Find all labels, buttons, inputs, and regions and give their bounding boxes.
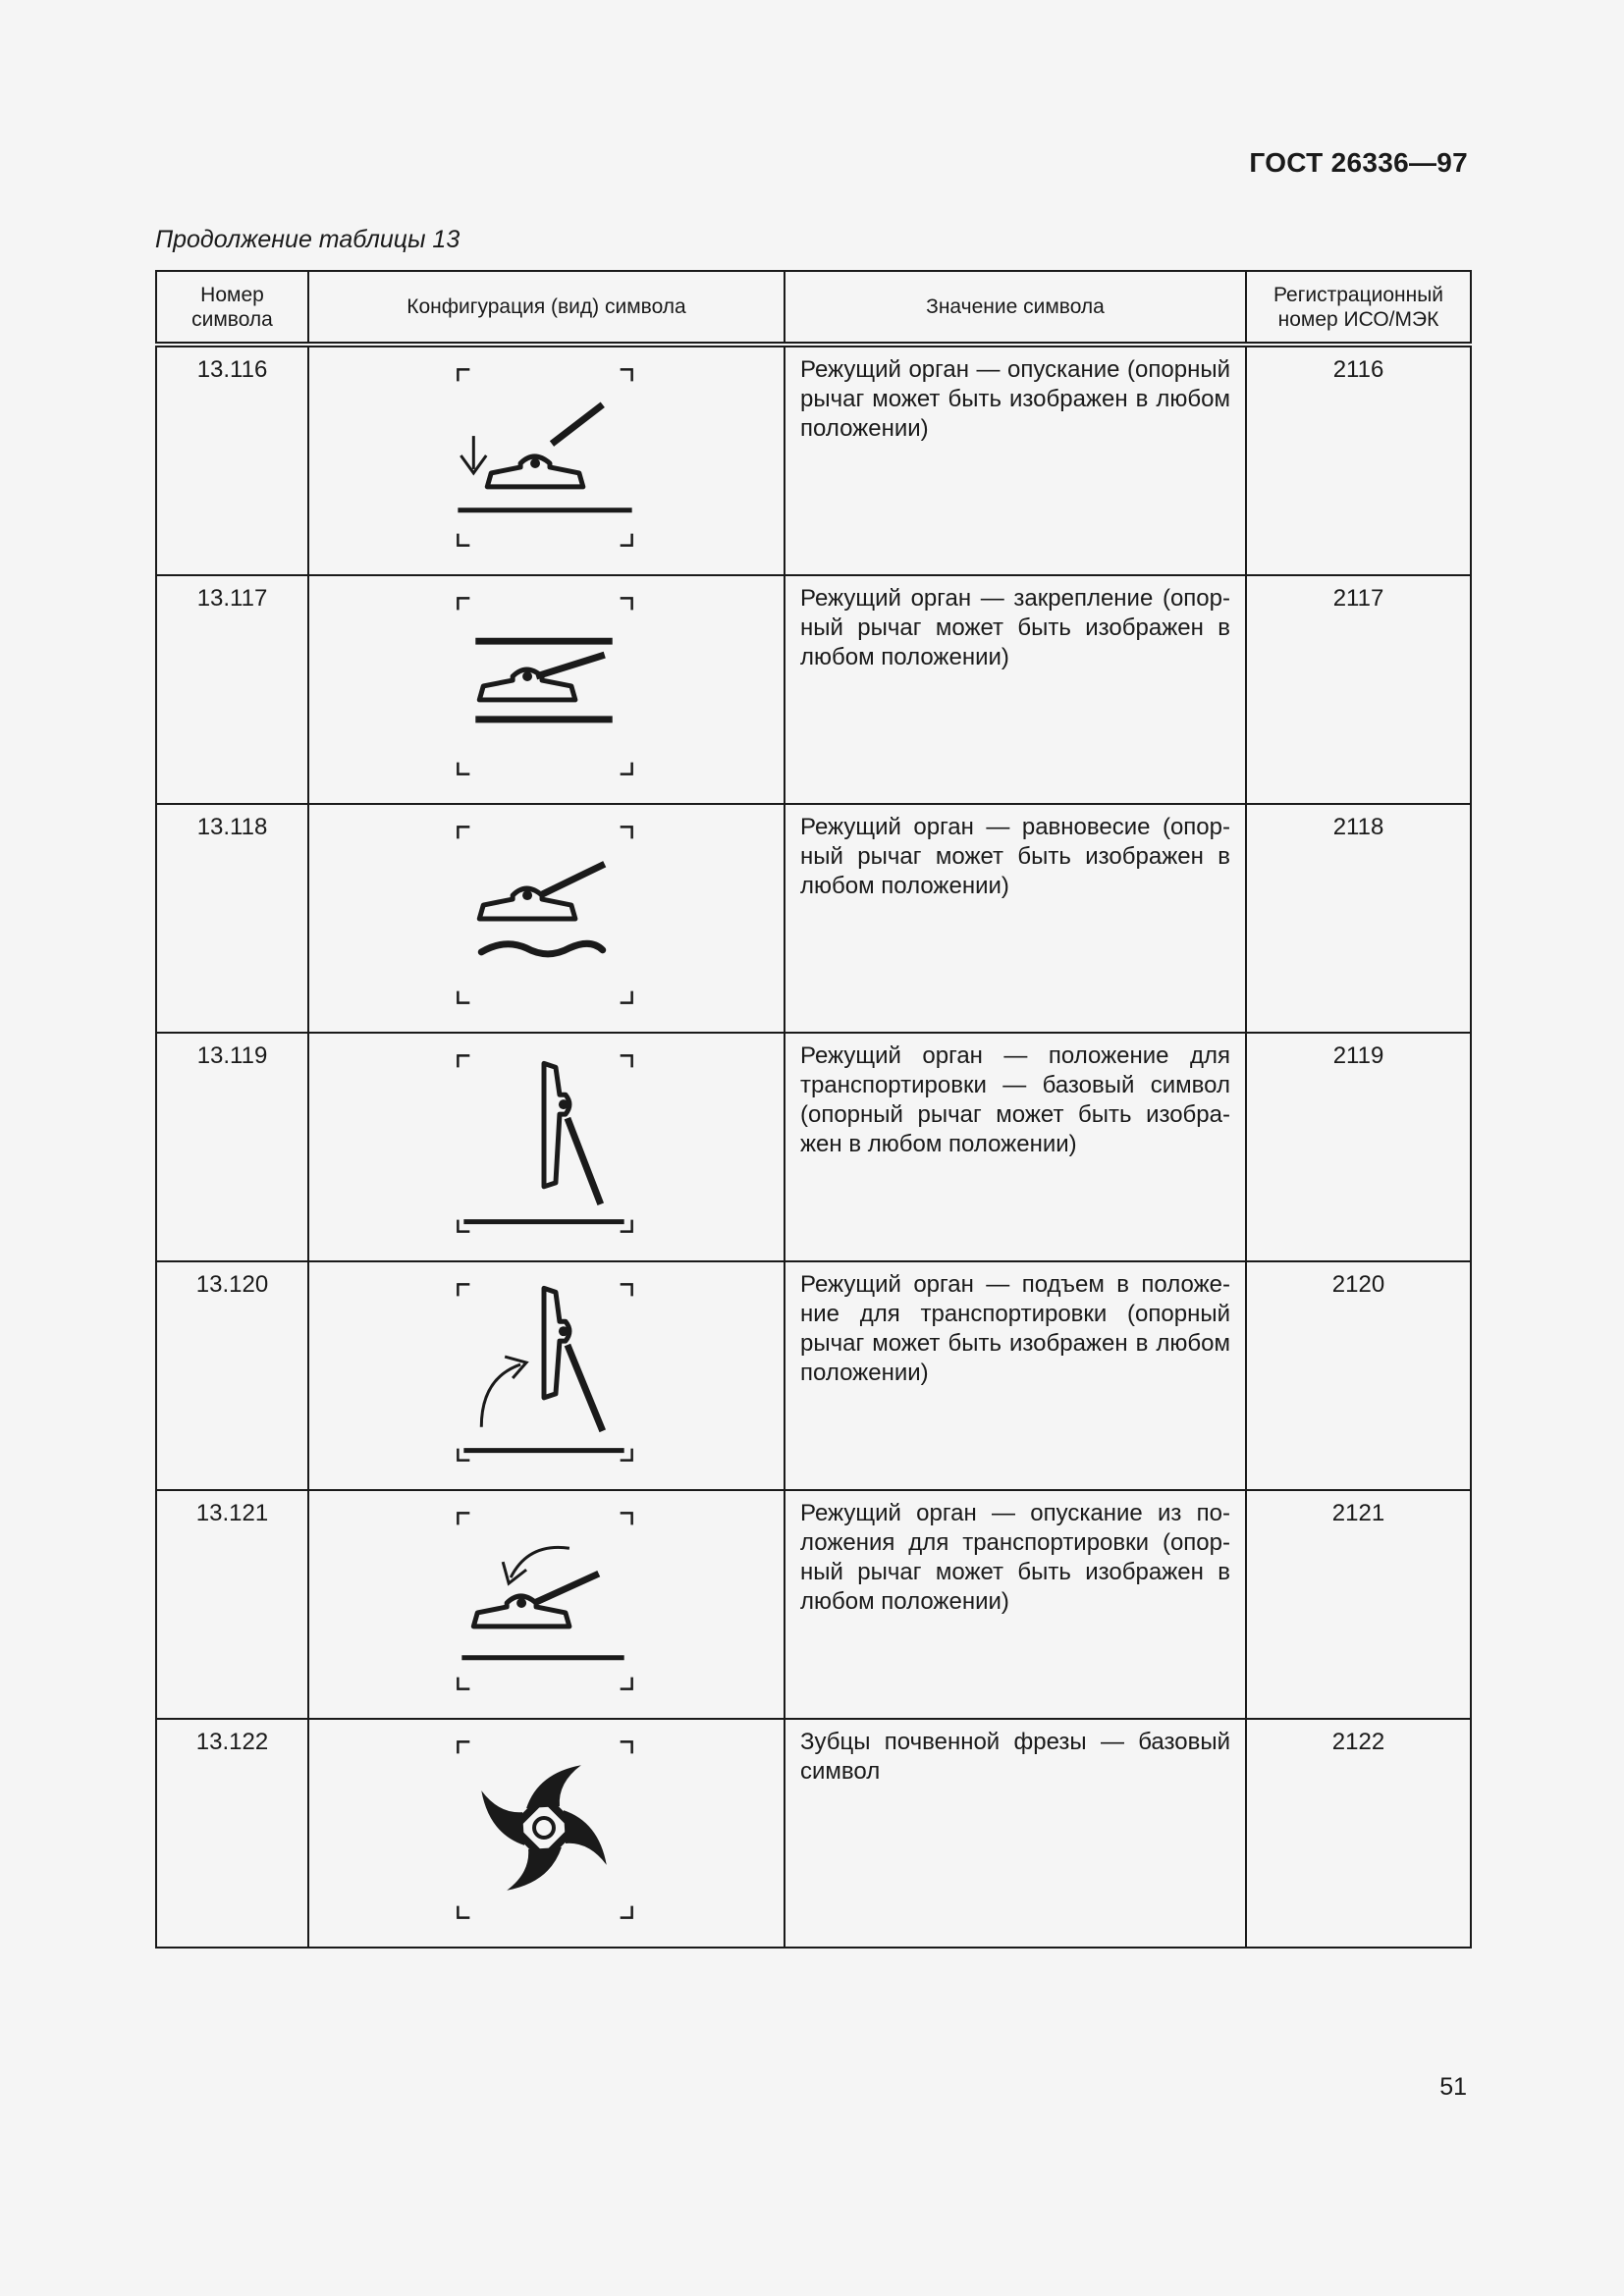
symbol-number: 13.120: [156, 1261, 308, 1490]
cutting-unit-transport-position-icon: [309, 1034, 784, 1252]
symbol-meaning: Режущий орган — равновесие (опорный рычаг может быть изображен в любом положении): [785, 804, 1246, 1033]
symbols-table: [155, 270, 1472, 1949]
symbol-configuration: [308, 345, 785, 575]
symbol-meaning: Режущий орган — опускание (опорный рычаг может быть изображен в любом положении): [785, 345, 1246, 575]
table-caption: Продолжение таблицы 13: [155, 226, 460, 253]
symbol-number: 13.117: [156, 575, 308, 804]
page-number: 51: [1439, 2073, 1467, 2101]
symbol-meaning: Режущий орган — подъем в положение для транспортировки (опорный рычаг может быть изображен в любом положении): [785, 1261, 1246, 1490]
registration-number: 2118: [1246, 804, 1471, 1033]
rotary-tiller-tines-icon: [309, 1720, 784, 1938]
column-header-registration: Регистрационный номер ИСО/МЭК: [1246, 271, 1471, 345]
column-header-meaning: Значение символа: [785, 271, 1246, 345]
cutting-unit-locking-icon: [309, 576, 784, 794]
symbol-meaning: Режущий орган — закрепление (опорный рычаг может быть изображен в любом положении): [785, 575, 1246, 804]
table-row: [156, 804, 1471, 1033]
symbol-configuration: [308, 804, 785, 1033]
symbol-meaning: Зубцы почвенной фрезы — базовый символ: [785, 1719, 1246, 1948]
symbol-configuration: [308, 1033, 785, 1261]
symbol-configuration: [308, 575, 785, 804]
symbol-configuration: [308, 1261, 785, 1490]
table-row: [156, 1719, 1471, 1948]
column-header-configuration: Конфигурация (вид) символа: [308, 271, 785, 345]
column-header-number: Номер символа: [156, 271, 308, 345]
document-code: ГОСТ 26336—97: [1249, 147, 1468, 178]
cutting-unit-raise-to-transport-icon: [309, 1262, 784, 1480]
registration-number: 2119: [1246, 1033, 1471, 1261]
symbol-number: 13.118: [156, 804, 308, 1033]
symbol-configuration: [308, 1719, 785, 1948]
registration-number: 2116: [1246, 345, 1471, 575]
symbol-number: 13.119: [156, 1033, 308, 1261]
table-header-row: [156, 271, 1471, 345]
symbol-meaning: Режущий орган — положение для транспортировки — базовый символ (опорный рычаг может быть изображен в любом положении): [785, 1033, 1246, 1261]
symbol-number: 13.122: [156, 1719, 308, 1948]
table-row: [156, 1490, 1471, 1719]
cutting-unit-float-icon: [309, 805, 784, 1023]
registration-number: 2122: [1246, 1719, 1471, 1948]
registration-number: 2121: [1246, 1490, 1471, 1719]
cutting-unit-lower-from-transport-icon: [309, 1491, 784, 1709]
symbol-number: 13.116: [156, 345, 308, 575]
cutting-unit-lowering-icon: [309, 347, 784, 565]
symbol-number: 13.121: [156, 1490, 308, 1719]
table-row: [156, 1033, 1471, 1261]
symbol-meaning: Режущий орган — опускание из положения для транспортировки (опорный рычаг может быть изображен в любом положении): [785, 1490, 1246, 1719]
table-row: [156, 1261, 1471, 1490]
table-row: [156, 345, 1471, 575]
table-row: [156, 575, 1471, 804]
symbol-configuration: [308, 1490, 785, 1719]
registration-number: 2117: [1246, 575, 1471, 804]
registration-number: 2120: [1246, 1261, 1471, 1490]
